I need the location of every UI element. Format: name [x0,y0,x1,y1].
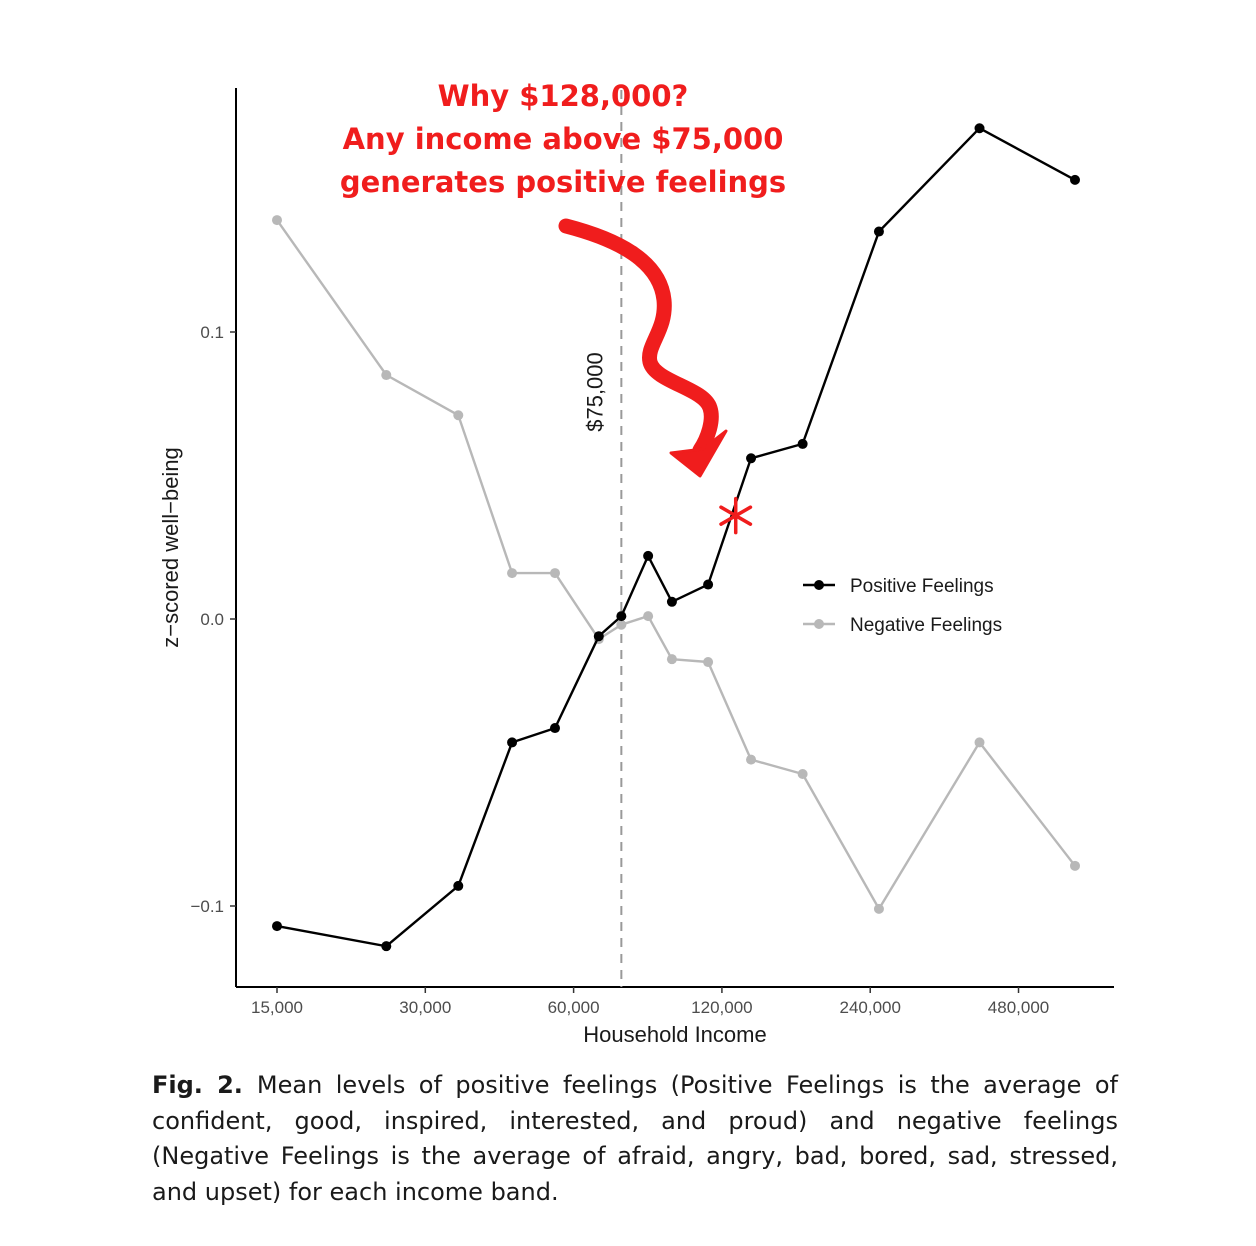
negative-feelings-point [616,620,626,630]
x-axis-label: Household Income [583,1022,767,1047]
positive-feelings-point [616,611,626,621]
y-tick-label: 0.0 [200,610,224,629]
positive-feelings-point [643,551,653,561]
x-tick-label: 15,000 [251,998,303,1017]
negative-feelings-point [746,755,756,765]
negative-feelings-point [381,370,391,380]
positive-feelings-point [874,227,884,237]
caption-text: Mean levels of positive feelings (Positive Feelings is the average of confident, good, inspired, interested, and proud) and negative feelings (Negative Feelings is the average of afraid, angry, bad, bored, sad, stressed, and upset) for each income band. [152,1071,1119,1206]
positive-feelings-point [798,439,808,449]
legend-positive-feelings-label: Positive Feelings [850,576,994,597]
plot-area [236,88,1114,987]
positive-feelings-point [594,631,604,641]
y-axis-label: z−scored well−being [158,447,183,648]
positive-feelings-point [667,597,677,607]
negative-feelings-point [703,657,713,667]
caption-label: Fig. 2. [152,1071,243,1099]
positive-feelings-point [703,580,713,590]
x-tick-label: 30,000 [399,998,452,1017]
positive-feelings-point [381,941,391,951]
negative-feelings-point [507,568,517,578]
figure-caption [152,1068,1118,1210]
negative-feelings-point [272,215,282,225]
x-tick-label: 60,000 [547,998,600,1017]
negative-feelings-point [667,654,677,664]
negative-feelings-point [643,611,653,621]
positive-feelings-point [550,723,560,733]
positive-feelings-point [453,881,463,891]
negative-feelings-point [874,904,884,914]
negative-feelings-point [975,737,985,747]
y-tick-label: 0.1 [200,323,224,342]
annotation-line: Any income above $75,000 [342,122,784,156]
negative-feelings-point [453,410,463,420]
annotation-line: Why $128,000? [437,79,689,113]
negative-feelings-point [1070,861,1080,871]
legend-negative-feelings-label: Negative Feelings [850,615,1003,636]
negative-feelings-point [798,769,808,779]
positive-feelings-point [1070,175,1080,185]
x-tick-label: 120,000 [691,998,753,1017]
reference-line-label: $75,000 [582,352,608,432]
positive-feelings-point [507,737,517,747]
legend-positive-feelings-marker [814,580,824,590]
negative-feelings-point [550,568,560,578]
positive-feelings-point [272,921,282,931]
positive-feelings-point [746,453,756,463]
annotation-line: generates positive feelings [339,165,787,199]
y-tick-label: −0.1 [190,897,224,916]
x-tick-label: 240,000 [839,998,901,1017]
legend-negative-feelings-marker [814,619,824,629]
x-tick-label: 480,000 [987,998,1050,1017]
positive-feelings-point [975,123,985,133]
